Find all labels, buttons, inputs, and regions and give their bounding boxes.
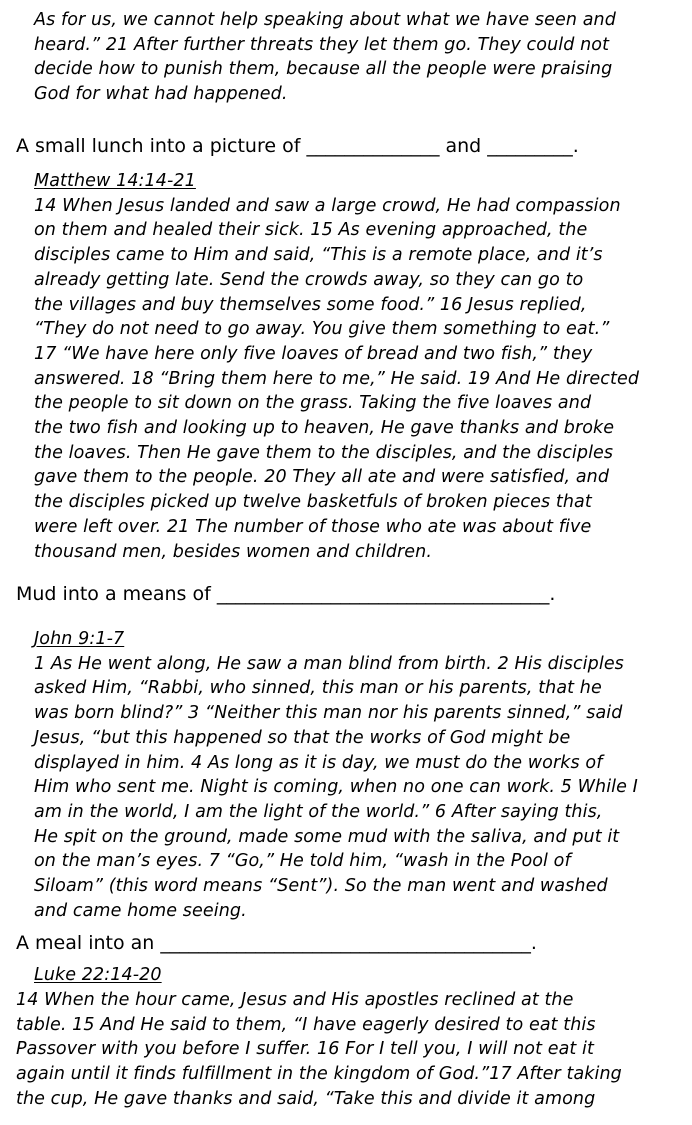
passage-line: 14 When the hour came, Jesus and His apostles reclined at the bbox=[16, 990, 574, 1010]
passage-line: was born blind?” 3 “Neither this man nor his parents sinned,” said bbox=[34, 703, 623, 724]
passage-line: were left over. 21 The number of those who ate was about five bbox=[34, 516, 592, 537]
passage-line: and came home seeing. bbox=[34, 900, 247, 921]
passage-line: the people to sit down on the grass. Taking the five loaves and bbox=[34, 393, 592, 414]
passage-line: Siloam” (this word means “Sent”). So the man went and washed bbox=[34, 876, 608, 897]
passage-line: table. 15 And He said to them, “I have eagerly desired to eat this bbox=[16, 1014, 596, 1035]
passage-line: the two fish and looking up to heaven, He gave thanks and broke bbox=[34, 418, 615, 439]
section-1-passage bbox=[34, 169, 639, 564]
passage-line: 14 When Jesus landed and saw a large crowd, He had compassion bbox=[34, 195, 621, 216]
passage-line: the loaves. Then He gave them to the disciples, and the disciples bbox=[34, 442, 614, 463]
section-3-reference-block bbox=[34, 963, 162, 988]
passage-line: gave them to the people. 20 They all ate and were satisfied, and bbox=[34, 467, 610, 488]
passage-line: Passover with you before I suffer. 16 For I tell you, I will not eat it bbox=[16, 1039, 594, 1060]
passage-line: already getting late. Send the crowds away, so they can go to bbox=[34, 269, 584, 290]
passage-line: God for what had happened. bbox=[34, 84, 288, 105]
section-3-heading: A meal into an _______________________________________. bbox=[16, 932, 537, 954]
scripture-reference: Matthew 14:14-21 bbox=[34, 171, 196, 191]
passage-line: Jesus, “but this happened so that the works of God might be bbox=[34, 727, 571, 748]
passage-line: the villages and buy themselves some food.” 16 Jesus replied, bbox=[34, 294, 587, 315]
section-2-passage bbox=[34, 627, 638, 923]
passage-line: displayed in him. 4 As long as it is day, we must do the works of bbox=[34, 752, 603, 773]
passage-line: am in the world, I am the light of the world.” 6 After saying this, bbox=[34, 801, 603, 822]
section-1-heading: A small lunch into a picture of ______________ and _________. bbox=[16, 135, 579, 157]
passage-line: answered. 18 “Bring them here to me,” He said. 19 And He directed bbox=[34, 368, 640, 389]
passage-line: asked Him, “Rabbi, who sinned, this man or his parents, that he bbox=[34, 678, 602, 699]
passage-line: “They do not need to go away. You give them something to eat.” bbox=[34, 319, 610, 340]
passage-line: disciples came to Him and said, “This is a remote place, and it’s bbox=[34, 245, 603, 266]
passage-line: the cup, He gave thanks and said, “Take this and divide it among bbox=[16, 1088, 596, 1109]
passage-line: heard.” 21 After further threats they let them go. They could not bbox=[34, 34, 610, 55]
passage-line: the disciples picked up twelve basketfuls of broken pieces that bbox=[34, 492, 592, 513]
passage-line: on them and healed their sick. 15 As evening approached, the bbox=[34, 220, 588, 241]
section-3-passage bbox=[16, 988, 622, 1112]
passage-line: on the man’s eyes. 7 “Go,” He told him, “wash in the Pool of bbox=[34, 851, 571, 872]
scripture-reference: John 9:1-7 bbox=[34, 629, 125, 649]
passage-line: Him who sent me. Night is coming, when no one can work. 5 While I bbox=[34, 777, 638, 798]
passage-line: decide how to punish them, because all the people were praising bbox=[34, 59, 613, 80]
passage-line: again until it finds fulfillment in the kingdom of God.”17 After taking bbox=[16, 1064, 622, 1085]
scripture-reference: Luke 22:14-20 bbox=[34, 965, 162, 985]
section-2-heading: Mud into a means of ___________________________________. bbox=[16, 583, 556, 605]
passage-line: thousand men, besides women and children. bbox=[34, 541, 433, 562]
passage-line: 1 As He went along, He saw a man blind from birth. 2 His disciples bbox=[34, 653, 624, 674]
passage-line: As for us, we cannot help speaking about what we have seen and bbox=[34, 10, 616, 30]
passage-line: He spit on the ground, made some mud with the saliva, and put it bbox=[34, 826, 620, 847]
passage-line: 17 “We have here only five loaves of bread and two fish,” they bbox=[34, 343, 593, 364]
intro-passage bbox=[34, 8, 616, 107]
